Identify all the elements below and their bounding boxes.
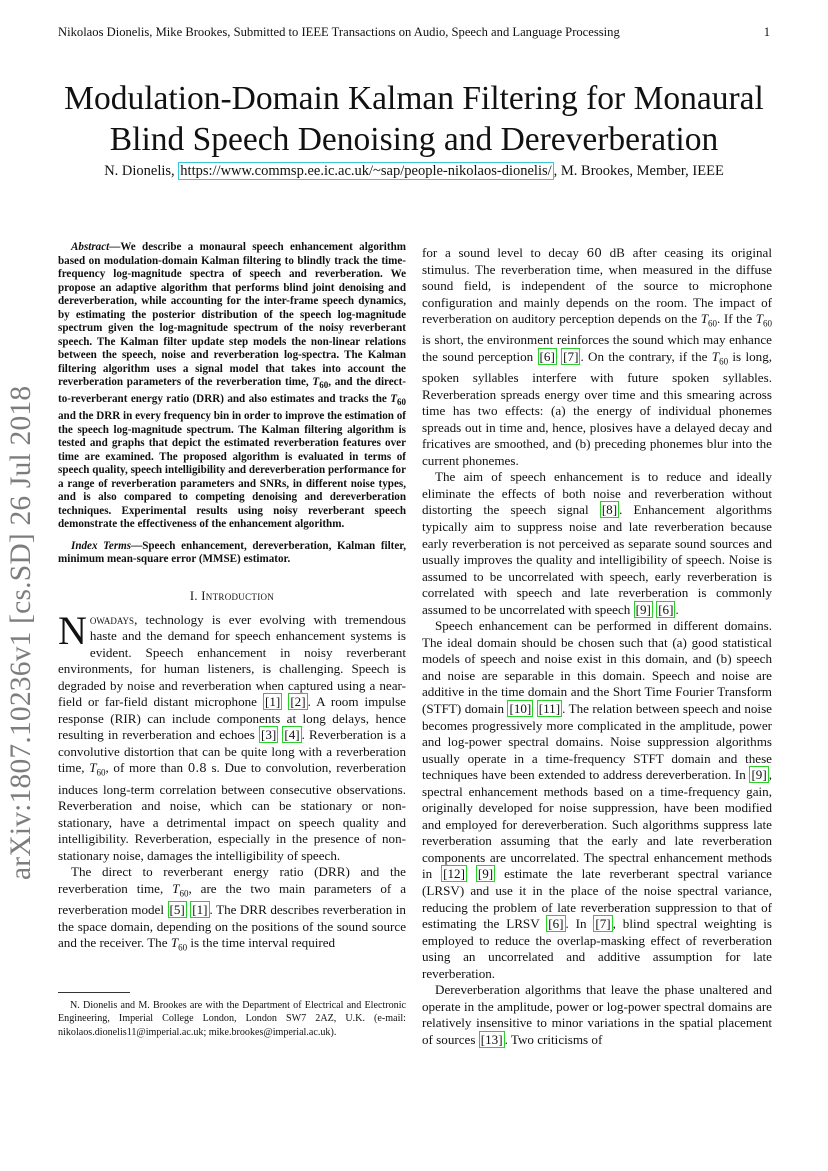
citation-link[interactable]: [8] — [601, 502, 618, 518]
author-prefix: N. Dionelis, — [104, 163, 175, 179]
t60-symbol: $T_{60}$ — [312, 376, 329, 391]
arxiv-identifier: arXiv:1807.10236v1 [cs.SD] 26 Jul 2018 — [5, 385, 37, 880]
citation-link[interactable]: [6] — [539, 348, 555, 364]
index-terms — [58, 540, 406, 567]
citation-link[interactable]: [6] — [548, 916, 564, 932]
citation-link[interactable]: [13] — [480, 1031, 503, 1047]
abstract-text: , and the direct-to-reverberant energy ratio (DRR) and also estimates and tracks the — [58, 376, 406, 406]
citation-link[interactable]: [9] — [635, 601, 651, 617]
citation-link[interactable]: [12] — [443, 866, 465, 882]
title-line-1: Modulation-Domain Kalman Filtering for Monaural — [64, 80, 764, 117]
body-paragraph: Dereverberation algorithms that leave the phase unaltered and operate in the amplitude, power or log-power spectral domains are relatively insensitive to minor variations in the spatial placement of sources [13] . Two criticisms of — [422, 982, 772, 1047]
citation-link[interactable]: [3] — [260, 727, 277, 743]
index-terms-text: —Speech enhancement, dereverberation, Kalman filter, minimum mean-square error (MMSE) estimator. — [58, 539, 406, 566]
footnote: N. Dionelis and M. Brookes are with the Department of Electrical and Electronic Engineering, Imperial College London, London SW7 2AZ, U.K. (e-mail: nikolaos.dionelis11@imperial.ac.uk; mike.brookes@imperial.ac.uk). — [58, 1000, 406, 1038]
section-heading-introduction: I. Introduction — [189, 589, 275, 604]
t60-symbol: $T_{60}$ — [711, 348, 729, 367]
drop-cap: N — [58, 607, 87, 653]
citation-link[interactable]: [6] — [658, 601, 674, 617]
t60-symbol: $T_{60}$ — [700, 311, 718, 329]
abstract — [58, 241, 406, 532]
left-column — [58, 241, 406, 956]
t60-symbol: $T_{60}$ — [755, 311, 772, 329]
body-paragraph: for a sound level to decay 60 dB after ceasing its original stimulus. The reverberation time, when measured in the diffuse sound field, is independent of the source to microphone configuration and mainly depends on the room. The impact of reverberation on auditory perception depends on the $T_{60}$. If the $T_{60}$ is short, the environment reinforces the sound which may enhance the sound perception [6] [7] . On the contrary, if the $T_{60}$ is long, spoken syllables interfere with future spoken syllables. Reverberation spreads energy over time and this smearing across time has two effects: (a) the energy of individual phonemes spreads out in time and, hence, plosives have a delayed decay and fricatives are smoothed, and (b) preceding phonemes blur into the current phonemes. — [422, 245, 773, 468]
body-paragraph: The aim of speech enhancement is to reduce and ideally eliminate the effects of both noise and reverberation without distorting the speech signal [8] . Enhancement algorithms typically aim to suppress noise and late reverberation because early reverberation is not perceived as separate sound sources and usually improves the quality and intelligibility of speech. Noise is assumed to be uncorrelated with speech, early reverberation is correlated with speech and late reverberation is commonly assumed to be uncorrelated with speech [9] [6] . — [422, 469, 772, 617]
index-terms-label: Index Terms — [71, 539, 132, 552]
paper-title — [40, 78, 788, 160]
citation-link[interactable]: [10] — [509, 700, 532, 716]
numeric-value: 0.8 — [187, 761, 207, 776]
citation-link[interactable]: [1] — [265, 694, 281, 710]
abstract-label: Abstract — [71, 241, 110, 253]
body-paragraph: Speech enhancement can be performed in different domains. The ideal domain should be chosen such that (a) good statistical models of speech and noise exist in this domain, and (b) speech and noise are separable in this domain. Speech and noise are additive in the time domain and the Short Time Fourier Transform (STFT) domain [10] [11] . The relation between speech and noise becomes progressively more complicated in the amplitude, power and log-power spectral domains. Noise suppression algorithms usually operate in a time-frequency STFT domain and these techniques have been extended to address dereverberation. In [9] , spectral enhancement methods based on a time-frequency gain, originally developed for noise suppression, have been modified and employed for dereverberation. Such algorithms suppress late reverberation assuming that the early and late reverberation components are uncorrelated. The spectral enhancement methods in [12] [9] estimate the late reverberant spectral variance (LRSV) and use it in the place of the noise spectral variance, reducing the problem of late reverberation suppression to that of estimating the LRSV [6] . In [7] , blind spectral weighting is employed to reduce the overlap-masking effect of reverberation using an uncorrelated and additive assumption for late reverberation. — [422, 618, 772, 981]
citation-link[interactable]: [9] — [477, 866, 494, 882]
running-head — [58, 25, 770, 40]
t60-symbol: $T_{60}$ — [172, 880, 189, 899]
footnote-rule — [58, 992, 130, 993]
citation-link[interactable]: [2] — [290, 694, 306, 710]
small-caps-word: owadays — [89, 611, 135, 627]
citation-link[interactable]: [9] — [751, 767, 767, 783]
author-suffix: , M. Brookes, Member, IEEE — [553, 163, 724, 179]
intro-paragraph-2: The direct to reverberant energy ratio (DRR) and the reverberation time, $T_{60}$, are the two main parameters of a reverberation model [5] [1] . The DRR describes reverberation in the space domain, depending on the positions of the sound source and the receiver. The $T_{60}$ is the time interval required — [58, 864, 407, 953]
abstract-text: —We describe a monaural speech enhancement algorithm based on modulation-domain Kalman filtering to blindly track the time-frequency log-magnitude spectra of speech and reverberation. We propose an adaptive algorithm that performs blind joint denoising and dereverberation, while accounting for the inter-frame speech dynamics, by estimating the posterior distribution of the speech log-magnitude spectrum given the log-magnitude spectrum of the noisy reverberant speech. The Kalman filter update step models the non-linear relations between the speech, noise and reverberation log-spectra. The Kalman filtering algorithm uses a signal model that takes into account the reverberation parameters of the reverberation time, — [58, 241, 406, 389]
author-line — [40, 163, 788, 180]
citation-link[interactable]: [1] — [192, 902, 208, 918]
citation-link[interactable]: [11] — [538, 700, 561, 716]
t60-symbol: $T_{60}$ — [390, 393, 406, 408]
running-head-text: Nikolaos Dionelis, Mike Brookes, Submitted to IEEE Transactions on Audio, Speech and Language Processing — [58, 25, 620, 39]
numeric-value: 60 — [586, 246, 602, 260]
citation-link[interactable]: [7] — [595, 916, 611, 932]
t60-symbol: $T_{60}$ — [89, 760, 106, 779]
title-line-2: Blind Speech Denoising and Dereverberation — [109, 121, 719, 158]
author-homepage-link[interactable]: https://www.commsp.ee.ic.ac.uk/~sap/people-nikolaos-dionelis/ — [180, 163, 552, 179]
right-column — [422, 245, 772, 1048]
citation-link[interactable]: [5] — [169, 902, 185, 918]
citation-link[interactable]: [7] — [563, 348, 579, 364]
t60-symbol: $T_{60}$ — [170, 935, 188, 953]
intro-paragraph-1: Nowadays, technology is ever evolving with tremendous haste and the demand for speech enhancement systems is evident. Speech enhancement in noisy reverberant environments, for human listeners, is challenging. Speech is degraded by noise and reverberation when captured using a near-field or far-field distant microphone [1] [2] . A room impulse response (RIR) can include components at long delays, hence resulting in reverberation and echoes [3] [4] . Reverberation is a convolutive distortion that can be quite long with a reverberation time, $T_{60}$, of more than 0.8 s. Due to convolution, reverberation induces long-term correlation between consecutive observations. Reverberation and noise, which can be stationary or non-stationary, have a detrimental impact on speech quality and intelligibility. Reverberation, especially in the presence of non-stationary noise, damages the intelligibility of speech. — [58, 607, 406, 863]
abstract-text: and the DRR in every frequency bin in order to improve the estimation of the speech log-magnitude spectrum. The Kalman filtering algorithm is tested and graphs that depict the estimated reverberation features over time are examined. The proposed algorithm is evaluated in terms of speech quality, speech intelligibility and dereverberation performance for a range of reverberation parameters and SNRs, in different noise types, and is also compared to competing denoising and dereverberation techniques. Experimental results using noisy reverberant speech demonstrate the effectiveness of the enhancement algorithm. — [58, 410, 406, 531]
citation-link[interactable]: [4] — [284, 727, 300, 743]
page-number: 1 — [763, 25, 770, 39]
